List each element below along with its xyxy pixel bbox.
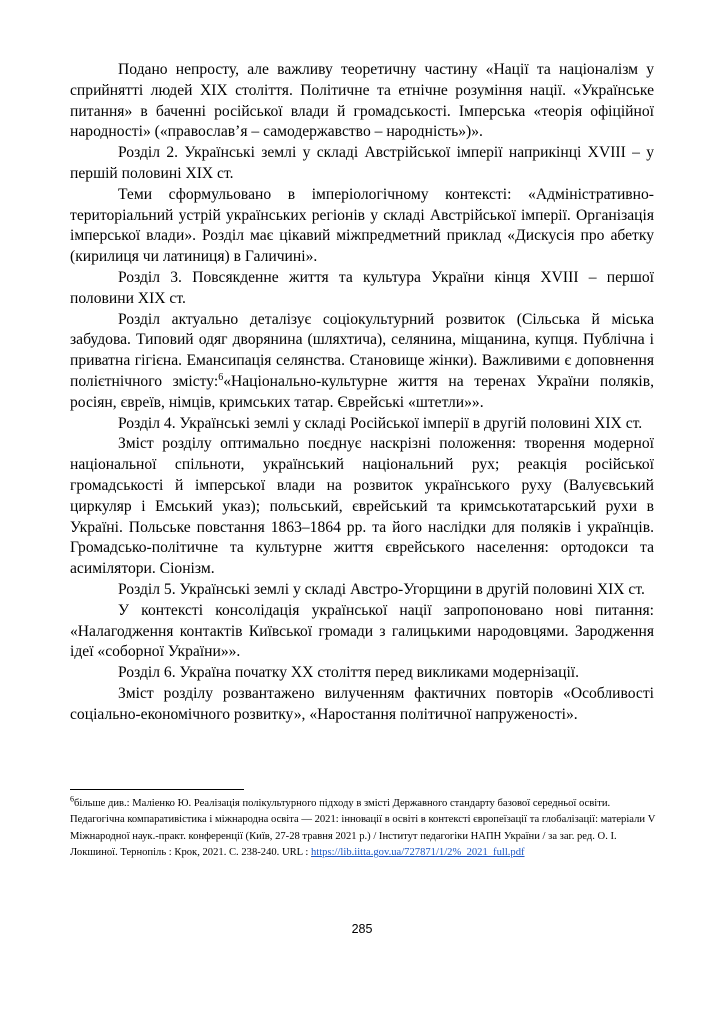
section-3-text-before: Розділ актуально деталізує соціокультурний розвиток (Сільська й міська забудова. Типовий одяг дворянина (шляхтича), селянина, міщанина, купця. Публічна і приватна гігієна. Емансипація селянства. Становище жінки). Важливими є доповнення полієтнічного змісту: <box>70 310 654 390</box>
main-text <box>70 60 654 726</box>
section-2-description: Теми сформульовано в імперіологічному контексті: «Адміністративно-територіальний устрій українських регіонів у складі Австрійської імперії. Організація імперської влади». Розділ має цікавий міжпредметний приклад «Дискусія про абетку (кирилиця чи латиниця) в Галичині». <box>70 185 654 266</box>
section-5-description: У контексті консолідація української нації запропоновано нові питання: «Налагодження контактів Київської громади з галицькими народовцями. Зародження ідеї «соборної України»». <box>70 601 654 661</box>
section-3-heading: Розділ 3. Повсякденне життя та культура України кінця XVIII – першої половини XIX ст. <box>70 268 654 307</box>
section-3-text-after: «Національно-культурне життя на теренах України поляків, росіян, євреїв, німців, кримських татар. Єврейські «штетли»». <box>70 372 654 411</box>
page-number: 285 <box>351 922 373 936</box>
footnote-reference[interactable]: 6 <box>218 371 224 383</box>
section-5-heading: Розділ 5. Українські землі у складі Австро-Угорщини в другій половині XIX ст. <box>118 580 645 598</box>
section-4-heading: Розділ 4. Українські землі у складі Російської імперії в другій половині XIX ст. <box>118 414 643 432</box>
footnote-mark: 6 <box>70 794 74 804</box>
section-2-heading: Розділ 2. Українські землі у складі Австрійської імперії наприкінці XVIII – у першій половині XIX ст. <box>70 144 654 182</box>
footnote-separator <box>70 789 244 790</box>
section-6-heading: Розділ 6. Україна початку XX століття перед викликами модернізації. <box>118 664 580 682</box>
footnote <box>70 796 660 862</box>
paragraph-intro: Подано непросту, але важливу теоретичну частину «Нації та націоналізм у сприйнятті людей XIX століття. Політичне та етнічне розуміння нації. «Українське питання» в баченні російської влади й громадськості. Імперська «теорія офіційної народності» («православ’я – самодержавство – народність»)». <box>70 61 654 141</box>
section-3-description <box>70 310 654 414</box>
footnote-text: більше див.: Маліенко Ю. Реалізація полікультурного підходу в змісті Державного стандарту базової середньої освіти. Педагогічна компаративістика і міжнародна освіта — 2021: інновації в освіті в контексті європеїзації та глобалізації: матеріали V Міжнародної наук.-практ. конференції (Київ, 27-28 травня 2021 р.) / Інститут педагогіки НАПН України / за заг. ред. О. І. Локшиної. Тернопіль : Крок, 2021. С. 238-240. URL : <box>70 798 656 859</box>
section-4-description: Зміст розділу оптимально поєднує наскрізні положення: творення модерної національної спільноти, український національний рух; реакція російської громадськості й імперської влади на розвиток українського руху (Валуєвський циркуляр і Емський указ); польський, єврейський та кримськотатарський рухи в Україні. Польське повстання 1863–1864 рр. та його наслідки для поляків і українців. Громадсько-політичне та культурне життя єврейського населення: ортодокси та асимілятори. Сіонізм. <box>70 435 654 578</box>
footnote-url-link[interactable]: https://lib.iitta.gov.ua/727871/1/2%_2021_full.pdf <box>311 847 525 859</box>
section-6-description: Зміст розділу розвантажено вилученням фактичних повторів «Особливості соціально-економічного розвитку», «Наростання політичної напруженості». <box>70 684 654 723</box>
